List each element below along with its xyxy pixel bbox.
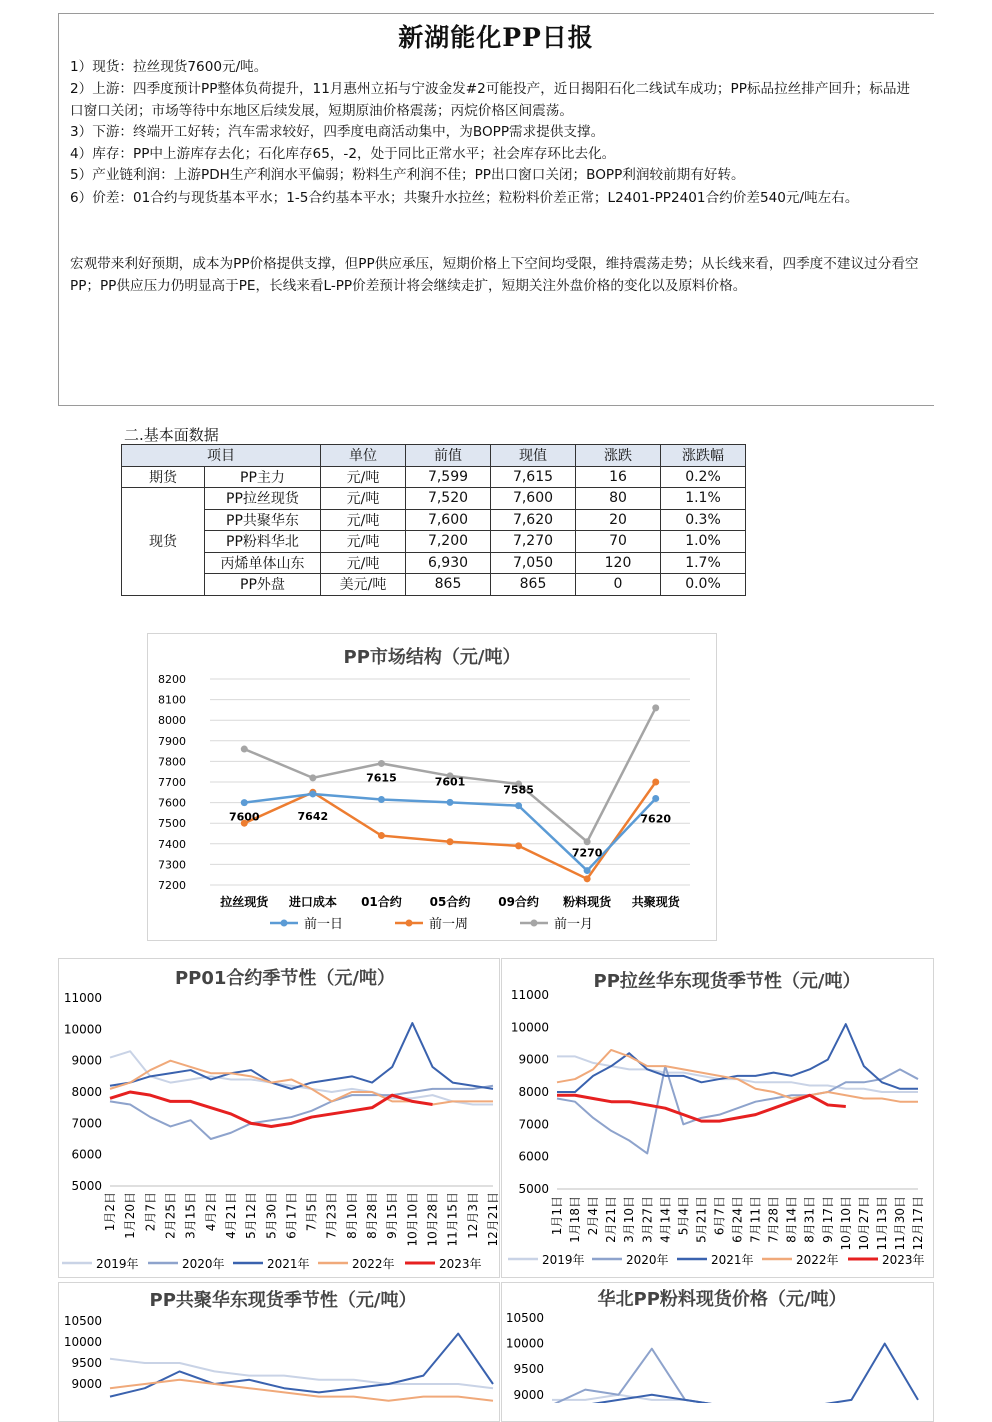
row-pct: 1.7% xyxy=(661,552,746,574)
row-chg: 80 xyxy=(576,488,661,510)
row-prev: 7,200 xyxy=(406,531,491,553)
row-prev: 7,600 xyxy=(406,509,491,531)
x-tick-label: 1月20日 xyxy=(123,1192,138,1239)
x-tick-label: 7月11日 xyxy=(748,1196,763,1243)
row-unit: 元/吨 xyxy=(321,509,406,531)
x-tick-label: 6月17日 xyxy=(284,1192,299,1239)
series-line xyxy=(110,1051,493,1104)
data-point xyxy=(378,796,385,803)
x-tick-label: 9月15日 xyxy=(385,1192,400,1239)
data-point xyxy=(447,799,454,806)
x-tick-label: 1月18日 xyxy=(568,1196,583,1243)
x-tick-label: 6月24日 xyxy=(730,1196,745,1243)
x-category-label: 粉料现货 xyxy=(563,895,612,909)
series-line xyxy=(110,1086,493,1139)
report-paragraph-5: 5）产业链利润：上游PDH生产利润水平偏弱；粉料生产利润不佳；PP出口窗口关闭；BOPP利润较前期有好转。 xyxy=(70,167,745,183)
x-tick-label: 11月15日 xyxy=(445,1192,460,1247)
row-pct: 0.0% xyxy=(661,574,746,596)
y-tick-label: 6000 xyxy=(71,1147,102,1162)
x-tick-label: 5月12日 xyxy=(244,1192,259,1239)
row-curr: 7,615 xyxy=(491,466,576,488)
row-item: PP外盘 xyxy=(205,574,321,596)
row-item: PP共聚华东 xyxy=(205,509,321,531)
data-label: 7585 xyxy=(503,783,534,797)
data-point xyxy=(515,842,522,849)
header-item: 项目 xyxy=(122,445,321,467)
header-pct: 涨跌幅 xyxy=(661,445,746,467)
y-tick-label: 11000 xyxy=(510,988,549,1002)
legend-marker xyxy=(531,920,538,927)
legend-marker xyxy=(281,920,288,927)
data-point xyxy=(378,832,385,839)
row-chg: 20 xyxy=(576,509,661,531)
legend-label: 2019年 xyxy=(542,1253,585,1267)
x-tick-label: 2月25日 xyxy=(163,1192,178,1239)
legend-marker xyxy=(406,920,413,927)
row-chg: 0 xyxy=(576,574,661,596)
data-point xyxy=(309,774,316,781)
row-pct: 1.0% xyxy=(661,531,746,553)
x-tick-label: 3月10日 xyxy=(622,1196,637,1243)
x-tick-label: 6月7日 xyxy=(712,1196,727,1236)
y-tick-label: 11000 xyxy=(63,991,102,1005)
data-point xyxy=(447,838,454,845)
legend-label: 2023年 xyxy=(439,1257,482,1271)
y-tick-label: 5000 xyxy=(71,1179,102,1193)
legend-label: 前一日 xyxy=(304,917,344,932)
series-line xyxy=(110,1359,493,1388)
y-tick-label: 9000 xyxy=(518,1052,549,1067)
y-tick-label: 10000 xyxy=(510,1020,549,1035)
report-paragraph-6: 6）价差：01合约与现货基本平水；1-5合约基本平水；共聚升水拉丝；粒粉料价差正常；L2401-PP2401合约价差540元/吨左右。 xyxy=(70,190,859,206)
data-label: 7642 xyxy=(297,809,329,823)
data-point xyxy=(309,790,316,797)
report-paragraph-2: 2）上游：四季度预计PP整体负荷提升，11月惠州立拓与宁波金发#2可能投产，近日揭阳石化二线试车成功；PP标品拉丝排产回升；标品进口窗口关闭；市场等待中东地区后续发展，短期原油价格震荡；丙烷价格区间震荡。 xyxy=(70,81,911,119)
x-tick-label: 4月2日 xyxy=(203,1192,218,1232)
y-tick-label: 10500 xyxy=(505,1311,544,1325)
x-tick-label: 1月1日 xyxy=(550,1196,564,1236)
header-chg: 涨跌 xyxy=(576,445,661,467)
row-chg: 120 xyxy=(576,552,661,574)
row-curr: 7,270 xyxy=(491,531,576,553)
y-tick-label: 7200 xyxy=(158,879,186,892)
y-tick-label: 8100 xyxy=(158,693,186,707)
y-tick-label: 10000 xyxy=(505,1336,544,1351)
chart-title: 华北PP粉料现货价格（元/吨） xyxy=(597,1289,847,1310)
x-tick-label: 12月17日 xyxy=(911,1196,925,1251)
chart-title: PP市场结构（元/吨） xyxy=(343,647,521,668)
row-unit: 美元/吨 xyxy=(321,574,406,596)
group-label: 期货 xyxy=(122,466,205,488)
y-tick-label: 7400 xyxy=(158,837,186,851)
legend-label: 2021年 xyxy=(711,1253,754,1267)
y-tick-label: 10000 xyxy=(63,1335,102,1349)
y-tick-label: 7700 xyxy=(158,776,186,789)
row-pct: 0.3% xyxy=(661,509,746,531)
legend-label: 2023年 xyxy=(882,1253,925,1267)
x-tick-label: 12月3日 xyxy=(465,1192,480,1239)
x-tick-label: 1月2日 xyxy=(103,1192,117,1232)
y-tick-label: 8000 xyxy=(71,1085,102,1099)
x-tick-label: 10月10日 xyxy=(838,1196,853,1251)
report-paragraph-1: 1）现货：拉丝现货7600元/吨。 xyxy=(70,59,268,75)
y-tick-label: 6000 xyxy=(518,1149,549,1164)
x-tick-label: 7月23日 xyxy=(324,1192,339,1239)
report-title: 新湖能化PP日报 xyxy=(398,23,594,52)
row-unit: 元/吨 xyxy=(321,488,406,510)
data-point xyxy=(584,875,591,882)
series-line xyxy=(110,1023,493,1089)
data-label: 7615 xyxy=(366,771,397,785)
row-pct: 0.2% xyxy=(661,466,746,488)
x-tick-label: 5月30日 xyxy=(264,1192,279,1239)
data-point xyxy=(378,760,385,767)
y-tick-label: 7000 xyxy=(71,1116,102,1131)
series-line xyxy=(552,1349,918,1403)
row-prev: 865 xyxy=(406,574,491,596)
row-chg: 16 xyxy=(576,466,661,488)
x-tick-label: 8月28日 xyxy=(365,1192,380,1239)
header-prev: 前值 xyxy=(406,445,491,467)
chart-title: PP01合约季节性（元/吨） xyxy=(174,968,396,989)
row-curr: 865 xyxy=(491,574,576,596)
y-tick-label: 8000 xyxy=(518,1085,549,1099)
data-point xyxy=(652,795,659,802)
x-tick-label: 2月21日 xyxy=(604,1196,619,1243)
x-tick-label: 9月17日 xyxy=(820,1196,835,1243)
row-item: PP主力 xyxy=(205,466,321,488)
report-paragraph-3: 3）下游：终端开工好转；汽车需求较好，四季度电商活动集中，为BOPP需求提供支撑。 xyxy=(70,124,605,140)
legend-label: 2021年 xyxy=(267,1257,310,1271)
y-tick-label: 10000 xyxy=(63,1022,102,1037)
x-tick-label: 12月21日 xyxy=(486,1192,500,1247)
x-tick-label: 5月4日 xyxy=(676,1196,691,1236)
x-tick-label: 8月14日 xyxy=(784,1196,799,1243)
y-tick-label: 9000 xyxy=(71,1053,102,1068)
series-line xyxy=(557,1056,918,1092)
header-unit: 单位 xyxy=(321,445,406,467)
legend-label: 前一月 xyxy=(554,917,594,932)
y-tick-label: 7000 xyxy=(518,1117,549,1132)
row-prev: 7,520 xyxy=(406,488,491,510)
x-tick-label: 10月10日 xyxy=(405,1192,420,1247)
series-line xyxy=(110,1334,493,1397)
data-point xyxy=(652,779,659,786)
y-tick-label: 7900 xyxy=(158,734,186,748)
legend-label: 2022年 xyxy=(796,1253,839,1267)
row-prev: 6,930 xyxy=(406,552,491,574)
x-tick-label: 5月21日 xyxy=(694,1196,709,1243)
x-category-label: 01合约 xyxy=(361,895,402,909)
row-item: PP粉料华北 xyxy=(205,531,321,553)
data-point xyxy=(584,838,591,845)
report-paragraph-4: 4）库存：PP中上游库存去化；石化库存65，-2，处于同比正常水平；社会库存环比去化。 xyxy=(70,146,616,162)
x-tick-label: 3月15日 xyxy=(183,1192,198,1239)
section-title: 二.基本面数据 xyxy=(124,426,219,444)
x-tick-label: 3月27日 xyxy=(640,1196,655,1243)
row-chg: 70 xyxy=(576,531,661,553)
data-label: 7620 xyxy=(640,812,672,826)
x-category-label: 共聚现货 xyxy=(631,895,680,909)
x-category-label: 05合约 xyxy=(429,895,471,909)
x-tick-label: 8月10日 xyxy=(344,1192,359,1239)
y-tick-label: 8000 xyxy=(158,714,186,728)
data-label: 7601 xyxy=(434,775,466,789)
y-tick-label: 9500 xyxy=(513,1362,544,1377)
x-tick-label: 2月4日 xyxy=(586,1196,601,1236)
y-tick-label: 7500 xyxy=(158,817,186,831)
row-unit: 元/吨 xyxy=(321,552,406,574)
legend-label: 2020年 xyxy=(626,1253,669,1267)
y-tick-label: 10500 xyxy=(63,1314,102,1328)
data-label: 7600 xyxy=(228,810,260,824)
y-tick-label: 5000 xyxy=(518,1182,549,1196)
x-tick-label: 7月28日 xyxy=(766,1196,781,1243)
y-tick-label: 7600 xyxy=(158,796,186,810)
legend-label: 2020年 xyxy=(182,1257,225,1271)
x-tick-label: 8月31日 xyxy=(802,1196,817,1243)
chart-title: PP共聚华东现货季节性（元/吨） xyxy=(149,1290,417,1311)
x-category-label: 拉丝现货 xyxy=(220,895,269,909)
x-category-label: 进口成本 xyxy=(288,895,337,909)
row-curr: 7,620 xyxy=(491,509,576,531)
series-line xyxy=(552,1344,918,1403)
data-point xyxy=(652,704,659,711)
data-point xyxy=(241,799,248,806)
x-category-label: 09合约 xyxy=(498,895,539,909)
x-tick-label: 7月5日 xyxy=(304,1192,319,1232)
row-item: PP拉丝现货 xyxy=(205,488,321,510)
x-tick-label: 10月28日 xyxy=(425,1192,440,1247)
data-point xyxy=(584,867,591,874)
data-label: 7270 xyxy=(571,846,603,860)
x-tick-label: 4月14日 xyxy=(658,1196,673,1243)
y-tick-label: 9500 xyxy=(71,1356,102,1370)
row-pct: 1.1% xyxy=(661,488,746,510)
y-tick-label: 9000 xyxy=(71,1377,102,1391)
row-curr: 7,050 xyxy=(491,552,576,574)
y-tick-label: 7300 xyxy=(158,858,186,872)
legend-label: 2022年 xyxy=(352,1257,395,1271)
row-prev: 7,599 xyxy=(406,466,491,488)
data-point xyxy=(241,746,248,753)
group-label: 现货 xyxy=(122,488,205,596)
row-curr: 7,600 xyxy=(491,488,576,510)
x-tick-label: 2月7日 xyxy=(143,1192,158,1232)
header-curr: 现值 xyxy=(491,445,576,467)
row-item: 丙烯单体山东 xyxy=(205,552,321,574)
chart-title: PP拉丝华东现货季节性（元/吨） xyxy=(593,971,861,992)
y-tick-label: 9000 xyxy=(513,1387,544,1402)
row-unit: 元/吨 xyxy=(321,466,406,488)
x-tick-label: 4月21日 xyxy=(223,1192,238,1239)
x-tick-label: 11月13日 xyxy=(874,1196,889,1251)
x-tick-label: 10月27日 xyxy=(856,1196,871,1251)
row-unit: 元/吨 xyxy=(321,531,406,553)
x-tick-label: 11月30日 xyxy=(892,1196,907,1251)
report-summary: 宏观带来利好预期，成本为PP价格提供支撑，但PP供应承压，短期价格上下空间均受限，维持震荡走势；从长线来看，四季度不建议过分看空PP；PP供应压力仍明显高于PE，长线来看L-PP价差预计将会继续走扩，短期关注外盘价格的变化以及原料价格。 xyxy=(70,256,919,294)
y-tick-label: 8200 xyxy=(158,673,186,686)
y-tick-label: 7800 xyxy=(158,755,186,769)
data-point xyxy=(515,802,522,809)
legend-label: 2019年 xyxy=(96,1257,139,1271)
legend-label: 前一周 xyxy=(429,917,469,932)
